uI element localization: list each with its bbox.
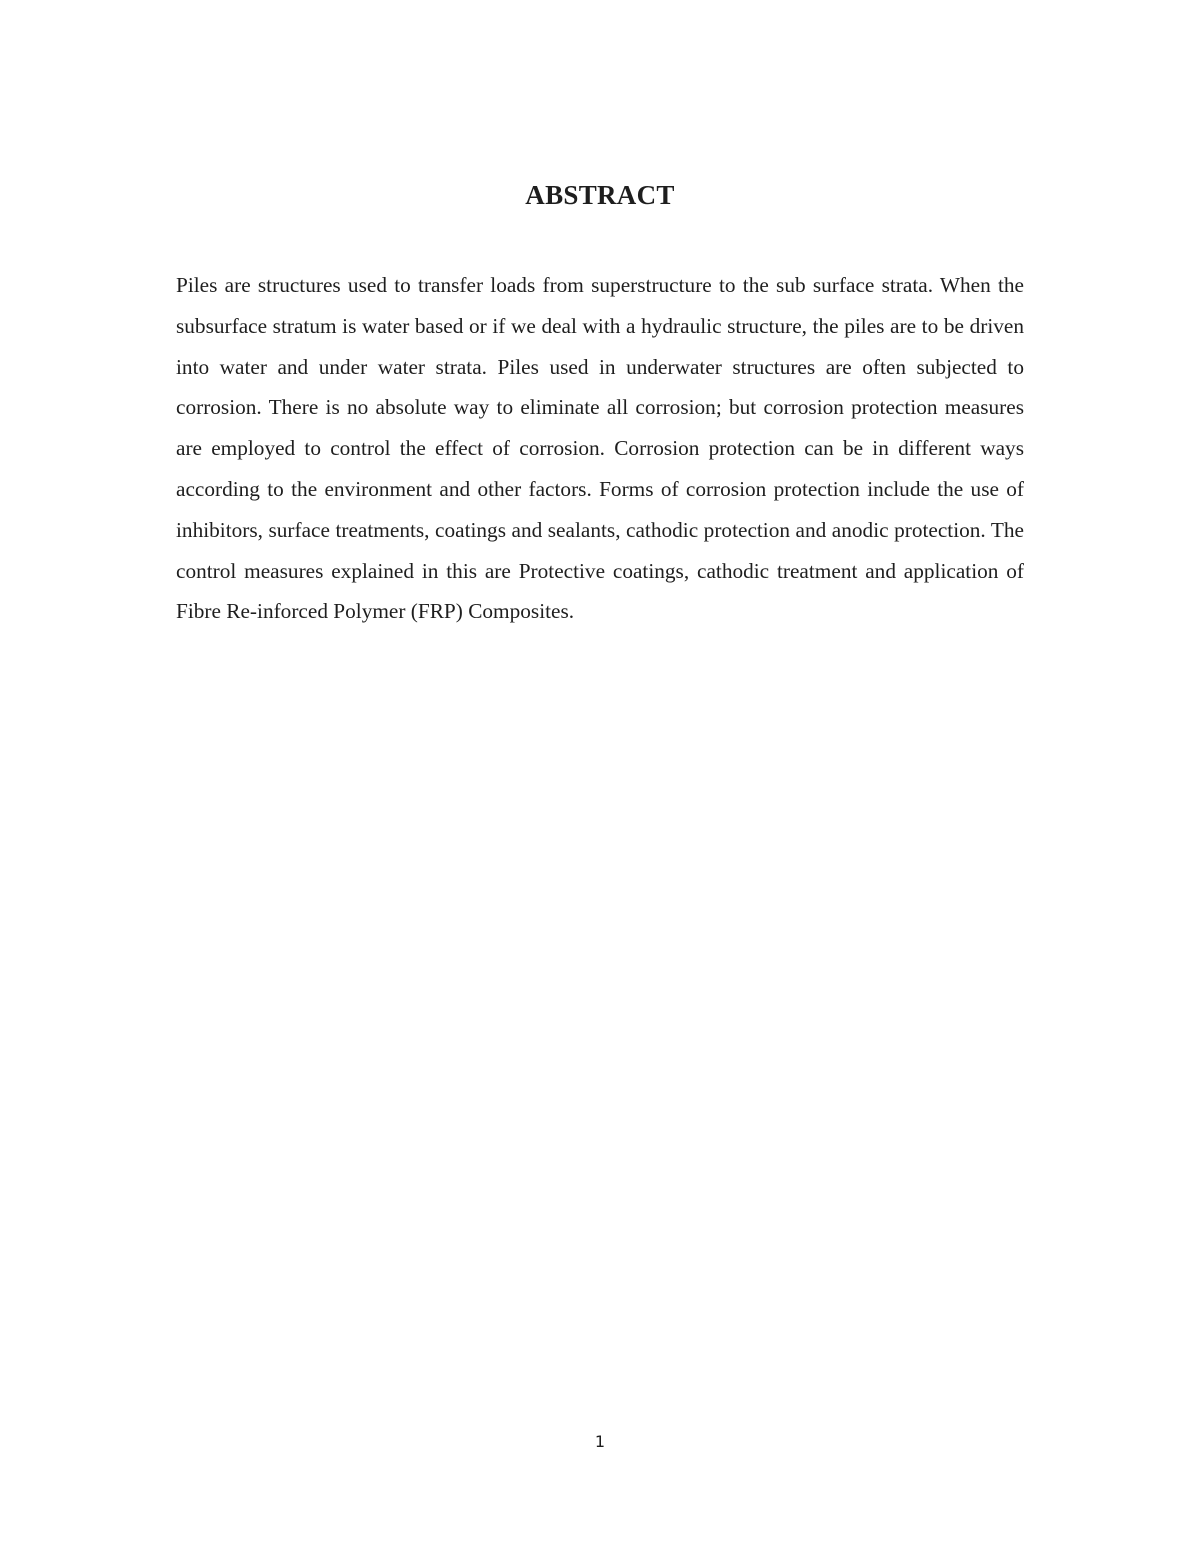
abstract-paragraph: Piles are structures used to transfer loads from superstructure to the sub surface strata. When the subsurface stratum is water based or if we deal with a hydraulic structure, the piles are to be driven into water and under water strata. Piles used in underwater structures are often subjected to corrosion. There is no absolute way to eliminate all corrosion; but corrosion protection measures are employed to control the effect of corrosion. Corrosion protection can be in different ways according to the environment and other factors. Forms of corrosion protection include the use of inhibitors, surface treatments, coatings and sealants, cathodic protection and anodic protection. The control measures explained in this are Protective coatings, cathodic treatment and application of Fibre Re-inforced Polymer (FRP) Composites. xyxy=(176,273,1024,624)
page-number: 1 xyxy=(594,1432,606,1451)
page-title: ABSTRACT xyxy=(525,180,675,210)
